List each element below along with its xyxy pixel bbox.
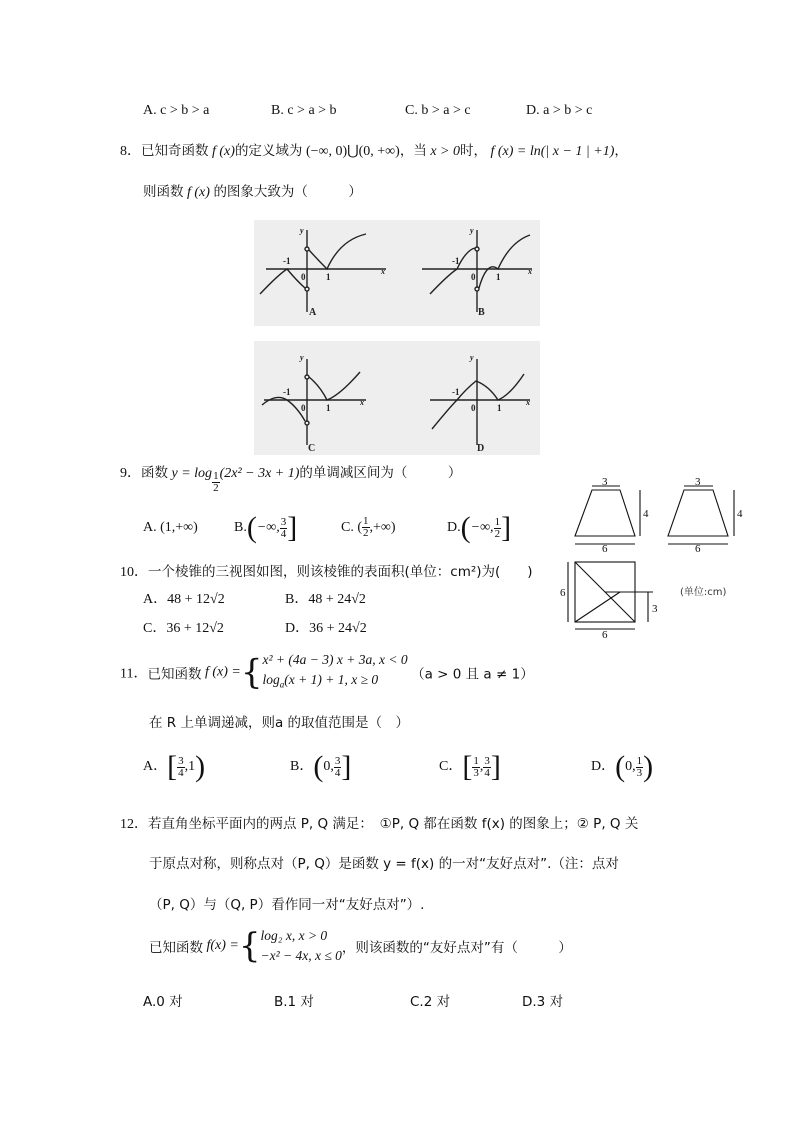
q8-graph-b-letter: B — [478, 307, 485, 318]
q9-text-a: 函数 — [141, 465, 168, 481]
q8-text-c: ，当 — [399, 143, 427, 159]
q8-text-f: 则函数 — [143, 184, 184, 200]
q12-piece-2: −x² − 4x, x ≤ 0 — [260, 948, 342, 963]
q11-piece-2: $\log_a(x + 1) + 1$, x ≥ 0 — [262, 672, 379, 690]
q8-definition: f (x) = ln(| x − 1 | +1) — [490, 144, 615, 159]
q10-front-side-label: 4 — [643, 508, 649, 520]
q9-option-d: D.(−∞, $\frac{1}{2}$ ] — [447, 511, 512, 544]
q10-top-right-label: 3 — [652, 603, 658, 615]
q12-line4: 已知函数 f(x) ={ log₂ x, x > 0 −x² − 4x, x ≤ 0 ，则该函数的“友好点对”有（ ） — [149, 926, 572, 966]
q8-graph-d-origin: 0 — [471, 403, 476, 413]
q8-graph-a — [260, 230, 386, 312]
q11-option-a: A．[ $\frac{3}{4}$ ,1) — [143, 750, 206, 783]
q10-unit-label: (单位:cm) — [680, 587, 727, 598]
q11-text-a: 已知函数 — [147, 666, 202, 683]
q8-text-b: 的定义域为 — [234, 143, 303, 159]
q8-graph-a-letter: A — [309, 307, 317, 318]
q8-graph-c-neg1: -1 — [283, 387, 291, 397]
q9-log-base: $\frac{1}{2}$ — [213, 470, 219, 494]
q8-graph-c — [262, 359, 366, 445]
q9-stem — [120, 461, 461, 494]
q9-func-post: (2x² − 3x + 1) — [219, 466, 300, 481]
q12-option-c: C.2 对 — [410, 994, 451, 1010]
q10-front-view — [575, 490, 635, 536]
q10-side-bottom-label: 6 — [695, 543, 701, 555]
q10-top-bottom-label: 6 — [602, 629, 608, 641]
q12-piece-1: log₂ x, x > 0 — [260, 928, 328, 943]
q12-option-a: A.0 对 — [143, 994, 183, 1010]
q7-option-a: A. c > b > a — [143, 103, 210, 118]
q8-graph-a-left-curve — [260, 269, 305, 294]
q8-graph-a-x-label: x — [381, 267, 385, 276]
q8-graph-c-left-curve — [262, 397, 305, 421]
q9-text-b: 的单调减区间为（ ） — [299, 465, 462, 481]
q8-text-g: 的图象大致为（ ） — [213, 184, 362, 200]
q11-option-d: D．(0, $\frac{1}{3}$ ) — [591, 750, 654, 783]
q11-option-b: B．(0, $\frac{3}{4}$ ] — [290, 750, 352, 783]
q8-text-a: 已知奇函数 — [141, 143, 209, 159]
q8-text-d: 时， — [460, 143, 487, 159]
q8-graph-c-origin: 0 — [301, 403, 306, 413]
q8-graph-a-y-label: y — [300, 226, 304, 235]
q12-line1: 12．若直角坐标平面内的两点 P, Q 满足： ①P, Q 都在函数 f(x) 的图象上；② P, Q 关 — [120, 816, 639, 832]
q12-pieces — [261, 926, 342, 966]
q8-graph-d-neg1: -1 — [452, 387, 460, 397]
q8-graph-c-y-label: y — [300, 353, 304, 362]
q10-top-diag-2 — [575, 592, 620, 622]
q12-option-b: B.1 对 — [274, 994, 314, 1010]
q8-graph-c-x-label: x — [360, 398, 364, 407]
q11-condition: （a > 0 且 a ≠ 1） — [411, 666, 534, 683]
q9-number: 9． — [120, 466, 141, 481]
q9-option-c: C. ( $\frac{1}{2}$ ,+∞) — [341, 515, 396, 540]
q8-graph-a-origin: 0 — [301, 272, 306, 282]
q8-graph-b-y-label: y — [470, 226, 474, 235]
q12-fx: f(x) = — [206, 938, 239, 953]
q9-option-b: B.(−∞, $\frac{3}{4}$ ] — [234, 511, 298, 544]
q10-side-top-label: 3 — [695, 476, 701, 488]
q10-option-a: A．48 + 12√2 — [143, 592, 225, 607]
q11-option-c: C．[ $\frac{1}{3}$ , $\frac{3}{4}$ ] — [439, 750, 501, 783]
q8-graph-c-open-bottom — [305, 421, 309, 425]
q7-option-d: D. a > b > c — [526, 103, 593, 118]
q8-domain: (−∞, 0)⋃(0, +∞) — [305, 144, 400, 159]
q8-graph-c-open-top — [305, 375, 309, 379]
q12-line2: 于原点对称，则称点对（P, Q）是函数 y = f(x) 的一对“友好点对”.（注：点对 — [149, 856, 619, 872]
q10-front-top-label: 3 — [602, 476, 608, 488]
q8-graph-a-open-bottom — [305, 287, 309, 291]
q7-option-c: C. b > a > c — [405, 103, 471, 118]
q8-graph-a-neg1: -1 — [283, 256, 291, 266]
q8-graph-d-letter: D — [477, 443, 485, 454]
q8-graph-c-letter: C — [308, 443, 316, 454]
q8-graph-b — [422, 230, 532, 312]
q10-top-left-label: 6 — [560, 587, 566, 599]
q9-option-a: A. (1,+∞) — [143, 520, 198, 535]
q8-graph-b-neg1: -1 — [452, 256, 460, 266]
q7-option-b: B. c > a > b — [271, 103, 337, 118]
q11-stem: 11．已知函数 f (x) ={ x² + (4a − 3) x + 3a, x < 0 $\log_a(x + 1) + 1$, x ≥ 0 （a > 0 且 a ≠ 1） — [120, 650, 534, 694]
q10-three-views — [560, 472, 760, 642]
q10-side-view — [668, 490, 728, 536]
q8-graph-b-open-bottom — [475, 287, 479, 291]
q10-number: 10． — [120, 565, 148, 580]
q8-number: 8． — [120, 144, 141, 159]
q8-graph-a-open-top — [305, 247, 309, 251]
q8-cond: x > 0 — [430, 144, 460, 159]
q10-text: 一个棱锥的三视图如图，则该棱锥的表面积(单位：cm²)为( ) — [148, 564, 533, 580]
q8-graph-panel-cd — [254, 341, 540, 455]
q10-side-side-label: 4 — [737, 508, 743, 520]
q8-graph-b-open-top — [475, 247, 479, 251]
q8-graph-d-curve — [432, 374, 524, 429]
q10-stem — [120, 560, 533, 581]
q8-graph-d-x-label: x — [526, 398, 530, 407]
q8-graph-a-right-curve — [309, 234, 366, 269]
q8-fx-2: f (x) — [187, 185, 210, 200]
q8-line1 — [120, 139, 628, 160]
q8-graph-panel-ab — [254, 220, 540, 326]
q12-text-b: ，则该函数的“友好点对”有（ ） — [341, 940, 572, 956]
q12-option-d: D.3 对 — [522, 994, 564, 1010]
q8-graph-a-one: 1 — [326, 272, 331, 282]
q9-func-pre: y = log — [171, 466, 213, 481]
q8-graph-b-one: 1 — [496, 272, 501, 282]
q8-graph-b-right-curve — [479, 235, 530, 288]
q11-fx: f (x) = — [204, 664, 241, 680]
q12-line3: （P, Q）与（Q, P）看作同一对“友好点对”）. — [149, 897, 425, 913]
q8-graph-d — [430, 359, 530, 445]
q11-pieces — [263, 650, 408, 695]
q8-graph-d-y-label: y — [470, 353, 474, 362]
q8-graph-b-left-curve — [430, 248, 475, 294]
q12-text-a: 已知函数 — [149, 940, 203, 956]
q12-number: 12． — [120, 817, 148, 832]
q10-option-c: C．36 + 12√2 — [143, 621, 224, 636]
q8-graph-c-one: 1 — [326, 403, 331, 413]
q8-graph-b-x-label: x — [528, 267, 532, 276]
q8-line2 — [143, 180, 362, 201]
q8-text-e: ， — [614, 143, 628, 159]
q8-graph-d-one: 1 — [497, 403, 502, 413]
q8-fx: f (x) — [212, 144, 235, 159]
q8-graph-b-origin: 0 — [471, 272, 476, 282]
q11-number: 11． — [120, 666, 148, 682]
q10-option-d: D．36 + 24√2 — [285, 621, 367, 636]
q10-option-b: B．48 + 24√2 — [285, 592, 366, 607]
q11-piece-1: x² + (4a − 3) x + 3a, x < 0 — [262, 652, 408, 667]
q10-front-bottom-label: 6 — [602, 543, 608, 555]
q11-line2: 在 R 上单调递减，则a 的取值范围是（ ） — [149, 715, 410, 731]
q8-graph-c-right-curve — [309, 372, 360, 400]
